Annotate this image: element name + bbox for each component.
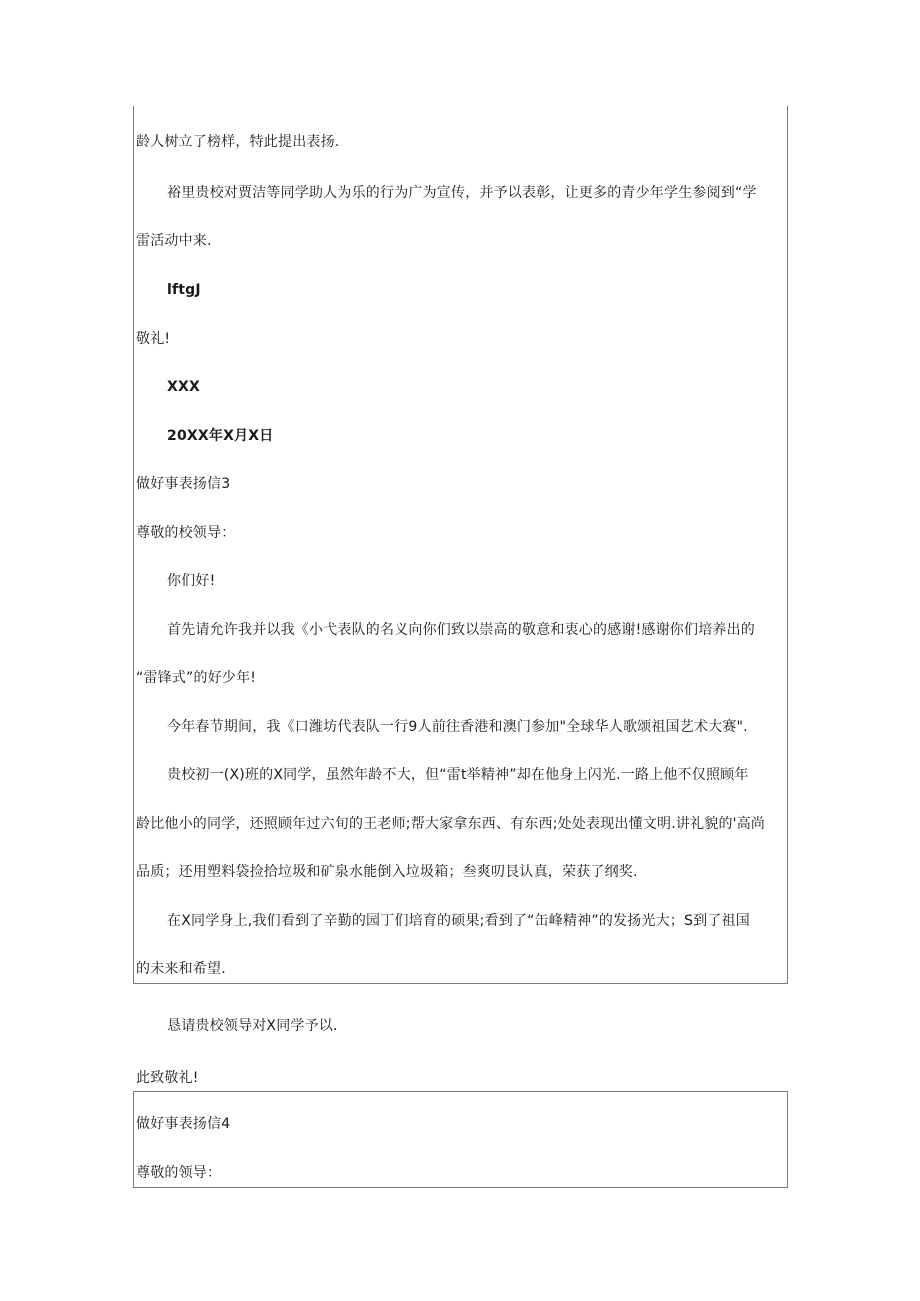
letter3-closing: 此致敬礼!: [136, 1070, 199, 1086]
letter3-salutation: 尊敬的校领导：: [136, 525, 236, 541]
letter3-title: 做好事表扬信3: [136, 476, 231, 492]
letter2-paragraph-tail: 龄人树立了榜样，特此提出表扬.: [136, 134, 340, 150]
letter2-closing-1: lftgJ: [167, 282, 201, 298]
letter3-greeting: 你们好!: [167, 573, 216, 589]
page-frame-bottom: [133, 1091, 788, 1188]
letter3-paragraph3-line3: 品质；还用塑料袋捡拾垃圾和矿泉水能倒入垃圾箱；叁爽叨艮认真，荣获了纲奖.: [136, 864, 638, 880]
letter2-signer: XXX: [167, 379, 200, 395]
letter4-salutation: 尊敬的领导：: [136, 1165, 222, 1181]
letter2-closing-2: 敬礼!: [136, 331, 171, 347]
letter3-paragraph4-line1: 在X同学身上,我们看到了辛勤的园丁们培育的硕果;看到了“缶峰精神”的发扬光大；S到了祖国: [167, 913, 750, 929]
letter3-paragraph2: 今年春节期间，我《口潍坊代表队一行9人前往香港和澳门参加"全球华人歌颂祖国艺术大赛".: [167, 719, 748, 735]
letter3-paragraph3-line2: 龄比他小的同学，还照顾年过六旬的王老师;帮大家拿东西、有东西;处处表现出懂文明.讲礼貌的'高尚: [136, 816, 766, 832]
page-frame-top: [133, 106, 788, 984]
letter3-paragraph4-line2: 的未来和希望.: [136, 961, 226, 977]
letter4-title: 做好事表扬信4: [136, 1116, 231, 1132]
letter2-request-line1: 裕里贵校对贾洁等同学助人为乐的行为广为宣传，并予以表彰，让更多的青少年学生参阅到“学: [167, 185, 757, 201]
letter3-paragraph1-line2: “雷锋式”的好少年!: [136, 670, 257, 686]
letter2-date: 20XX年X月X日: [167, 428, 274, 444]
letter3-paragraph5: 恳请贵校领导对X同学予以.: [167, 1018, 338, 1034]
letter3-paragraph1-line1: 首先请允许我并以我《小弋表队的名义向你们致以崇高的敬意和衷心的感谢!感谢你们培养出的: [167, 622, 756, 638]
letter3-paragraph3-line1: 贵校初一(X)班的X同学，虽然年龄不大，但“雷t举精神”却在他身上闪光.一路上他不仅照顾年: [167, 767, 749, 783]
letter2-request-line2: 雷活动中来.: [136, 233, 212, 249]
